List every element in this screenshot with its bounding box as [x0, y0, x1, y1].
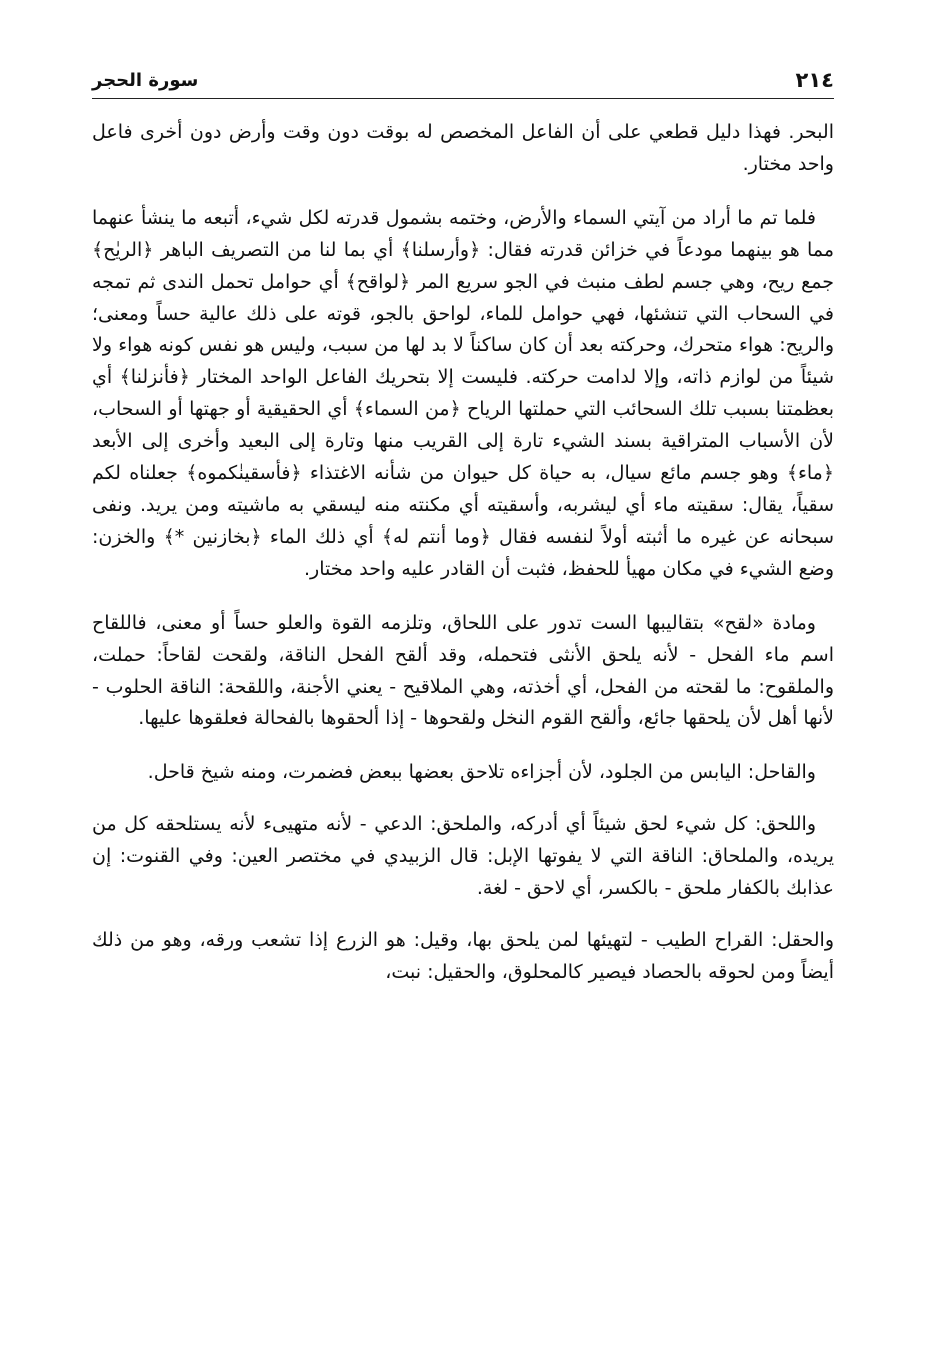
- paragraph-qahil: [92, 757, 834, 789]
- page-body: [92, 117, 834, 989]
- paragraph-text: ومادة «لقح» بتقاليبها الست تدور على اللحاق، وتلزمه القوة والعلو حساً أو معنى، فاللقاح اسم ماء الفحل - لأنه يلحق الأنثى فتحمله، وقد ألقح الفحل الناقة، ولقحت لقاحاً: حملت، والملقوح: ما لقحته من الفحل، أي أخذته، وهي الملاقيح - يعني الأجنة، واللقحة: الناقة الحلوب - لأنها أهل لأن يلحقها جائع، وألقح القوم النخل ولقحوها - إذا ألحقوها بالفحالة فعلقوها عليها.: [92, 611, 834, 730]
- paragraph-text: واللحق: كل شيء لحق شيئاً أي أدركه، والملحق: الدعي - لأنه متهيىء لأنه يستلحقه كل من يريده، والملحاق: الناقة التي لا يفوتها الإبل: قال الزبيدي في مختصر العين: وفي القنوت: إن عذابك بالكفار ملحق - بالكسر، أي لاحق - لغة.: [92, 813, 834, 900]
- paragraph-winds-verse: [92, 203, 834, 586]
- paragraph-text: والحقل: القراح الطيب - لتهيئها لمن يلحق بها، وقيل: هو الزرع إذا تشعب ورقه، وهو من ذلك أيضاً ومن لحوقه بالحصاد فيصير كالمحلوق، والحقيل: نبت،: [92, 928, 834, 983]
- paragraph-continuation: [92, 117, 834, 181]
- surah-title: سورة الحجر: [92, 70, 199, 91]
- paragraph-text: والقاحل: اليابس من الجلود، لأن أجزاءه تلاحق بعضها ببعض فضمرت، ومنه شيخ قاحل.: [147, 761, 816, 784]
- paragraph-haql: [92, 925, 834, 989]
- paragraph-text: فلما تم ما أراد من آيتي السماء والأرض، وختمه بشمول قدرته لكل شيء، أتبعه ما ينشأ عنهما مما هو بينهما مودعاً في خزائن قدرته فقال: ﴿وأرسلنا﴾ أي بما لنا من التصريف الباهر ﴿الريٰح﴾ جمع ريح، وهي جسم لطف منبث في الجو سريع المر ﴿لواقح﴾ أي حوامل تحمل الندى ثم تمجه في السحاب التي تنشئها، فهي حوامل للماء، لواحق بالجو، قوته على ذلك عالية حساً ومعنى؛ والريح: هواء متحرك، وحركته بعد أن كان ساكناً لا بد لها من سبب، وليس هو نفس كونه هواء ولا شيئاً من لوازم ذاته، وإلا لدامت حركته. فليست إلا بتحريك الفاعل الواحد المختار ﴿فأنزلنا﴾ أي بعظمتنا بسبب تلك السحائب التي حملتها الرياح ﴿من السماء﴾ أي الحقيقية أو جهتها أو السحاب، لأن الأسباب المتراقية بسند الشيء تارة إلى القريب منها وتارة إلى البعيد وأخرى إلى الأبعد ﴿ماء﴾ وهو جسم مائع سيال، به حياة كل حيوان من شأنه الاغتذاء ﴿فأسقينٰكموه﴾ جعلناه لكم سقياً، يقال: سقيته ماء أي ليشربه، وأسقيته أي مكنته منه ليسقي به ماشيته ومن يريد. ونفى سبحانه عن غيره ما أثبته أولاً لنفسه فقال ﴿وما أنتم له﴾ أي ذلك الماء ﴿بخازنين *﴾ والخزن: وضع الشيء في مكان مهيأ للحفظ، فثبت أن القادر عليه واحد مختار.: [92, 206, 834, 580]
- paragraph-lahaq: [92, 809, 834, 905]
- book-page: [92, 62, 834, 1332]
- page-number: ٢١٤: [795, 68, 834, 92]
- page-header: [92, 62, 834, 99]
- paragraph-text: البحر. فهذا دليل قطعي على أن الفاعل المخصص له بوقت دون وقت وأرض دون أخرى فاعل واحد مختار.: [92, 121, 834, 175]
- paragraph-root-lqh: [92, 608, 834, 736]
